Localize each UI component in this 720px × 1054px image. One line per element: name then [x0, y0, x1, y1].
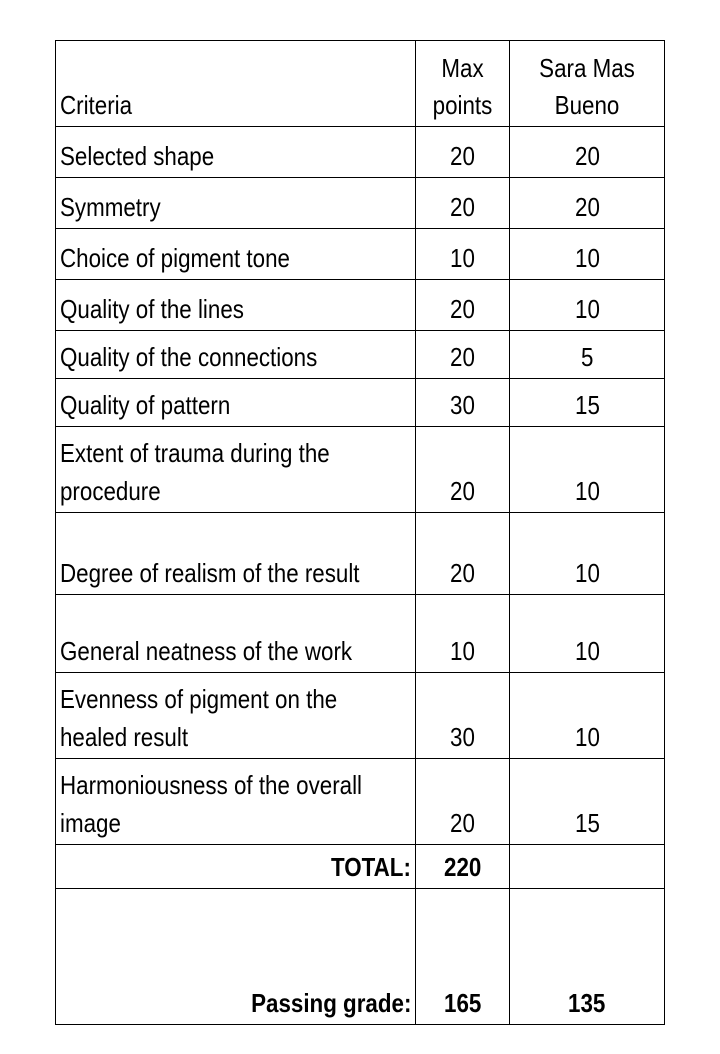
criteria-cell: General neatness of the work	[56, 595, 416, 673]
max-points-cell: 30	[416, 673, 510, 759]
criteria-cell: Evenness of pigment on the healed result	[56, 673, 416, 759]
max-points-cell: 20	[416, 513, 510, 595]
header-student: Sara Mas Bueno	[510, 41, 665, 127]
table-row	[56, 331, 665, 379]
criteria-cell: Degree of realism of the result	[56, 513, 416, 595]
header-criteria: Criteria	[56, 41, 416, 127]
score-cell: 10	[510, 280, 665, 331]
passing-grade-score: 135	[510, 889, 665, 1025]
max-points-cell: 20	[416, 127, 510, 178]
score-cell: 10	[510, 513, 665, 595]
max-points-cell: 20	[416, 280, 510, 331]
criteria-cell: Quality of the lines	[56, 280, 416, 331]
criteria-cell: Quality of the connections	[56, 331, 416, 379]
total-score	[510, 845, 665, 889]
total-max-points: 220	[416, 845, 510, 889]
table-row	[56, 127, 665, 178]
table-row	[56, 229, 665, 280]
score-cell: 15	[510, 759, 665, 845]
table-row	[56, 280, 665, 331]
table-row	[56, 673, 665, 759]
criteria-cell: Choice of pigment tone	[56, 229, 416, 280]
header-row	[56, 41, 665, 127]
criteria-cell: Symmetry	[56, 178, 416, 229]
max-points-cell: 20	[416, 178, 510, 229]
criteria-cell: Harmoniousness of the overall image	[56, 759, 416, 845]
total-row	[56, 845, 665, 889]
criteria-cell: Selected shape	[56, 127, 416, 178]
score-cell: 10	[510, 673, 665, 759]
score-cell: 20	[510, 127, 665, 178]
table-row	[56, 513, 665, 595]
passing-grade-row	[56, 889, 665, 1025]
table-row	[56, 595, 665, 673]
passing-grade-max: 165	[416, 889, 510, 1025]
header-max-points: Max points	[416, 41, 510, 127]
score-cell: 10	[510, 427, 665, 513]
max-points-cell: 30	[416, 379, 510, 427]
criteria-cell: Extent of trauma during the procedure	[56, 427, 416, 513]
max-points-cell: 20	[416, 427, 510, 513]
max-points-cell: 10	[416, 595, 510, 673]
total-label: TOTAL:	[56, 845, 416, 889]
max-points-cell: 20	[416, 759, 510, 845]
max-points-cell: 10	[416, 229, 510, 280]
score-cell: 20	[510, 178, 665, 229]
score-cell: 10	[510, 229, 665, 280]
scoring-table	[55, 40, 665, 1025]
criteria-cell: Quality of pattern	[56, 379, 416, 427]
score-cell: 10	[510, 595, 665, 673]
table-row	[56, 759, 665, 845]
table-row	[56, 379, 665, 427]
score-cell: 15	[510, 379, 665, 427]
table-row	[56, 178, 665, 229]
max-points-cell: 20	[416, 331, 510, 379]
score-cell: 5	[510, 331, 665, 379]
passing-grade-label: Passing grade:	[56, 889, 416, 1025]
table-row	[56, 427, 665, 513]
